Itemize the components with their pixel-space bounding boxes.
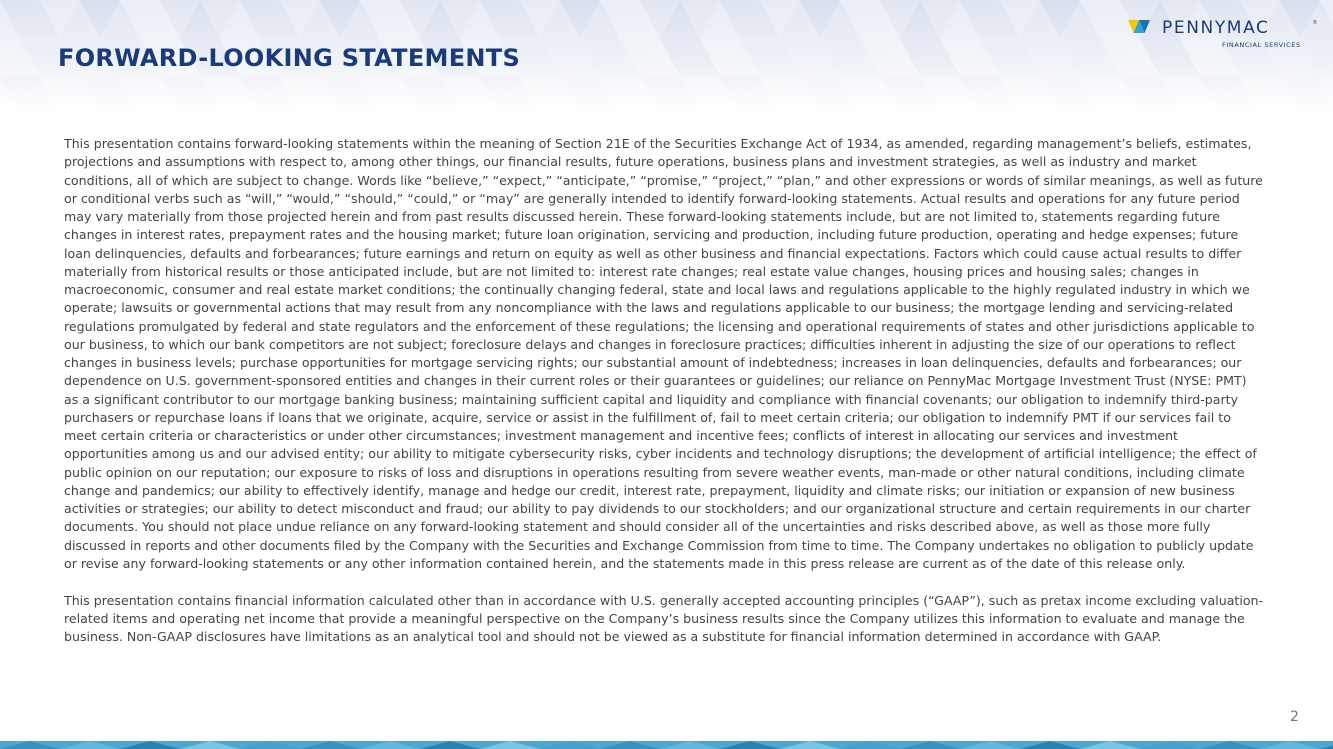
logo-registered-mark: ®	[1313, 20, 1317, 26]
logo-wordmark: PENNYMAC	[1162, 18, 1270, 38]
logo-subtitle: FINANCIAL SERVICES	[1222, 41, 1301, 49]
disclaimer-paragraph: This presentation contains forward-looking statements within the meaning of Section 21E of the Securities Exchange Act of 1934, as amended, regarding management’s beliefs, estimates, projections and assumptions with respect to, among other things, our financial results, future operations, business plans and investment strategies, as well as industry and market conditions, all of which are subject to change. Words like “believe,” “expect,” “anticipate,” “promise,” “project,” “plan,” and other expressions or words of similar meanings, as well as future or conditional verbs such as “will,” “would,” “should,” “could,” or “may” are generally intended to identify forward-looking statements. Actual results and operations for any future period may vary materially from those projected herein and from past results discussed herein. These forward-looking statements include, but are not limited to, statements regarding future changes in interest rates, prepayment rates and the housing market; future loan origination, servicing and production, including future production, operating and hedge expenses; future loan delinquencies, defaults and forbearances; future earnings and return on equity as well as other business and financial expectations. Factors which could cause actual results to differ materially from historical results or those anticipated include, but are not limited to: interest rate changes; real estate value changes, housing prices and housing sales; changes in macroeconomic, consumer and real estate market conditions; the continually changing federal, state and local laws and regulations applicable to the highly regulated industry in which we operate; lawsuits or governmental actions that may result from any noncompliance with the laws and regulations applicable to our business; the mortgage lending and servicing-related regulations promulgated by federal and state regulators and the enforcement of these regulations; the licensing and operational requirements of states and other jurisdictions applicable to our business, to which our bank competitors are not subject; foreclosure delays and changes in foreclosure practices; difficulties inherent in adjusting the size of our operations to reflect changes in business levels; purchase opportunities for mortgage servicing rights; our substantial amount of indebtedness; increases in loan delinquencies, defaults and forbearances; our dependence on U.S. government-sponsored entities and changes in their current roles or their guarantees or guidelines; our reliance on PennyMac Mortgage Investment Trust (NYSE: PMT) as a significant contributor to our mortgage banking business; maintaining sufficient capital and liquidity and compliance with financial covenants; our obligation to indemnify third-party purchasers or repurchase loans if loans that we originate, acquire, service or assist in the fulfillment of, fail to meet certain criteria; our obligation to indemnify PMT if our services fail to meet certain criteria or characteristics or under other circumstances; investment management and incentive fees; conflicts of interest in allocating our services and investment opportunities among us and our advised entity; our ability to mitigate cybersecurity risks, cyber incidents and technology disruptions; the development of artificial intelligence; the effect of public opinion on our reputation; our exposure to risks of loss and disruptions in operations resulting from severe weather events, man-made or other natural conditions, including climate change and pandemics; our ability to effectively identify, manage and hedge our credit, interest rate, prepayment, liquidity and climate risks; our initiation or expansion of new business activities or strategies; our ability to detect misconduct and fraud; our ability to pay dividends to our stockholders; and our organizational structure and certain requirements in our charter documents. You should not place undue reliance on any forward-looking statement and should consider all of the uncertainties and risks described above, as well as those more fully discussed in reports and other documents filed by the Company with the Securities and Exchange Commission from time to time. The Company undertakes no obligation to publicly update or revise any forward-looking statements or any other information contained herein, and the statements made in this press release are current as of the date of this release only.	[64, 136, 1263, 571]
company-logo	[1128, 18, 1318, 50]
disclaimer-body	[64, 135, 1264, 646]
non-gaap-paragraph: This presentation contains financial information calculated other than in accordance with U.S. generally accepted accounting principles (“GAAP”), such as pretax income excluding valuation-related items and operating net income that provide a meaningful perspective on the Company’s business results since the Company utilizes this information to evaluate and manage the business. Non-GAAP disclosures have limitations as an analytical tool and should not be viewed as a substitute for financial information determined in accordance with GAAP.	[64, 592, 1264, 644]
page-title: FORWARD-LOOKING STATEMENTS	[58, 44, 521, 72]
footer-band	[0, 741, 1333, 749]
pennymac-logo-icon	[1128, 20, 1150, 38]
page-number: 2	[1290, 709, 1299, 725]
